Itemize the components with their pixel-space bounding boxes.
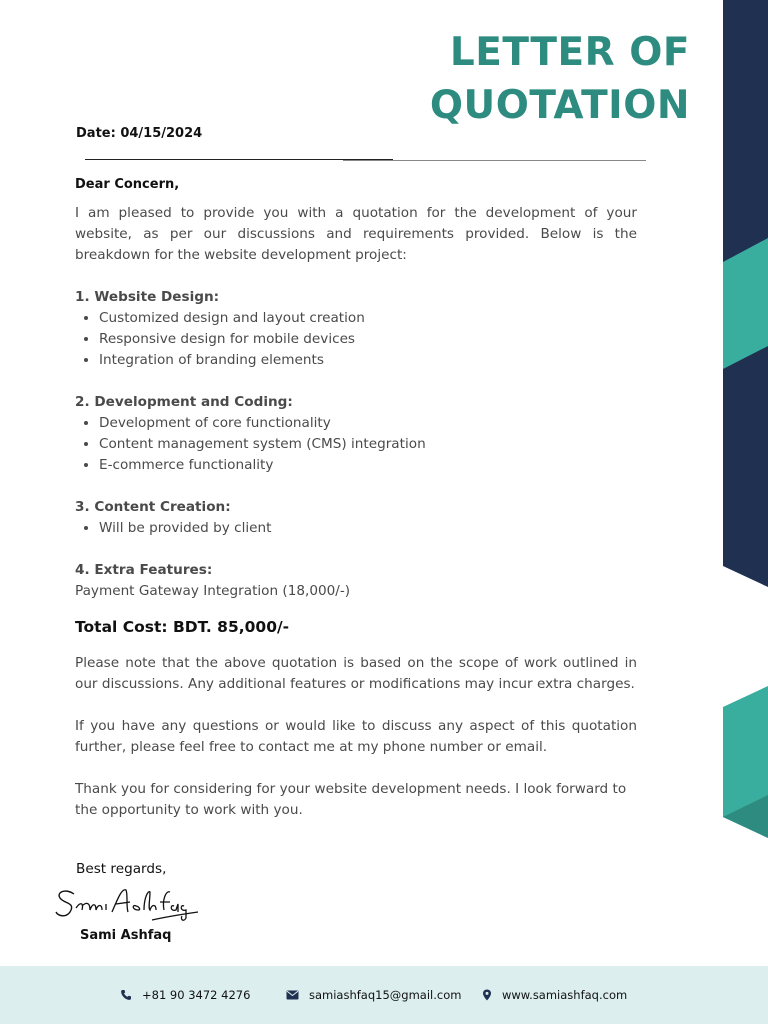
thanks-paragraph: Thank you for considering for your website development needs. I look forward to the opportunity to work with you. xyxy=(75,781,627,818)
contact-phone xyxy=(120,988,250,1002)
list-item: • Development of core functionality xyxy=(99,413,637,434)
list-item: • Responsive design for mobile devices xyxy=(99,329,637,350)
list-item: • Content management system (CMS) integration xyxy=(99,434,637,455)
note-paragraph: Please note that the above quotation is based on the scope of work outlined in our discussions. Any additional features or modifications may incur extra charges. xyxy=(75,655,637,692)
page-title xyxy=(290,26,690,132)
signatory-name: Sami Ashfaq xyxy=(80,928,172,943)
total-cost: Total Cost: BDT. 85,000/- xyxy=(75,618,290,636)
salutation: Dear Concern, xyxy=(75,177,180,192)
letter-body xyxy=(75,172,637,821)
list-item: • Will be provided by client xyxy=(99,518,637,539)
list-item: • Customized design and layout creation xyxy=(99,308,637,329)
phone-icon xyxy=(120,989,132,1001)
section-title: 2. Development and Coding: xyxy=(75,394,293,410)
title-line-1: LETTER OF xyxy=(449,30,690,75)
list-item: • Integration of branding elements xyxy=(99,350,637,371)
section-text: Payment Gateway Integration (18,000/-) xyxy=(75,583,351,599)
letter-date: Date: 04/15/2024 xyxy=(76,126,203,141)
envelope-icon xyxy=(286,990,299,1000)
intro-paragraph: I am pleased to provide you with a quotation for the development of your website, as per our discussions and requirements provided. Below is the breakdown for the website development project: xyxy=(75,205,637,263)
location-pin-icon xyxy=(482,989,492,1001)
section-list xyxy=(75,518,637,539)
title-line-2: QUOTATION xyxy=(429,83,690,128)
handwritten-signature xyxy=(52,884,202,926)
contact-website xyxy=(482,988,627,1002)
list-item: • E-commerce functionality xyxy=(99,455,637,476)
closing-regards: Best regards, xyxy=(76,861,167,877)
section-list xyxy=(75,308,637,371)
questions-paragraph: If you have any questions or would like to discuss any aspect of this quotation further, please feel free to contact me at my phone number or email. xyxy=(75,718,637,755)
section-title: 1. Website Design: xyxy=(75,289,220,305)
website-link[interactable]: www.samiashfaq.com xyxy=(502,988,628,1002)
section-title: 4. Extra Features: xyxy=(75,562,213,578)
phone-number[interactable]: +81 90 3472 4276 xyxy=(142,988,251,1002)
footer-contact-bar xyxy=(0,966,768,1024)
section-title: 3. Content Creation: xyxy=(75,499,231,515)
contact-email xyxy=(286,988,461,1002)
section-list xyxy=(75,413,637,476)
divider-line-secondary xyxy=(343,160,646,161)
email-address[interactable]: samiashfaq15@gmail.com xyxy=(309,988,462,1002)
